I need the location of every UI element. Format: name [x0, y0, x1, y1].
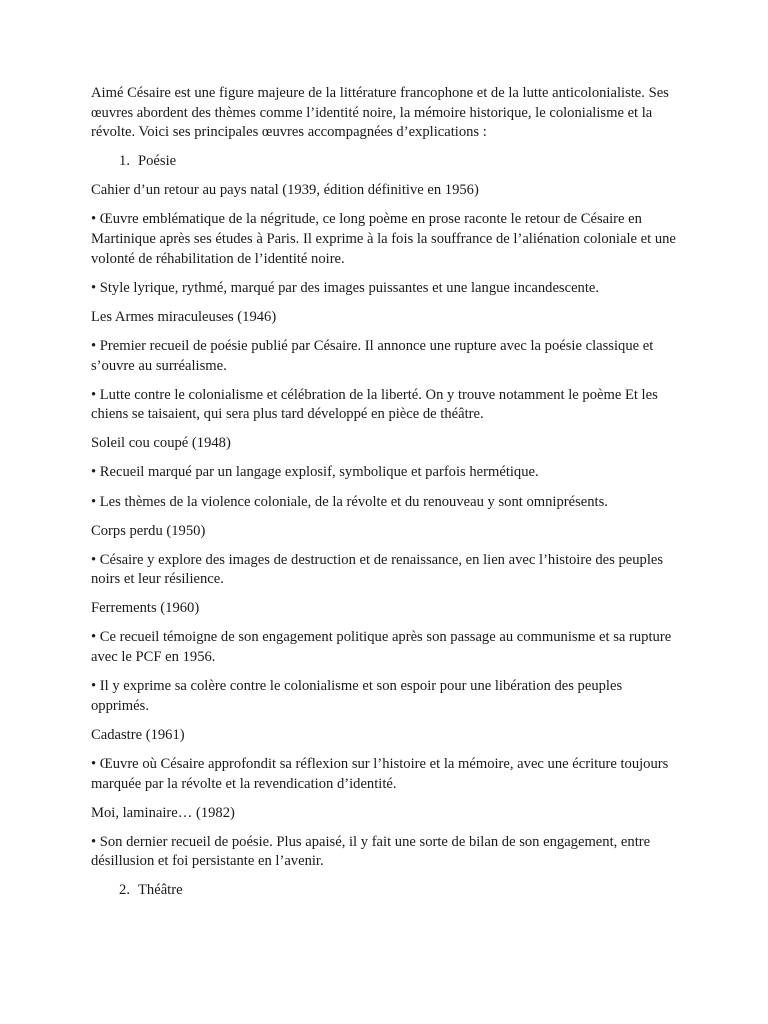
section-title: Théâtre — [138, 882, 183, 899]
section-title: Poésie — [138, 153, 177, 170]
work-bullet: • Style lyrique, rythmé, marqué par des images puissantes et une langue incandescente. — [91, 279, 600, 296]
work-bullet: • Lutte contre le colonialisme et célébration de la liberté. On y trouve notamment le poème Et les chiens se taisaient, qui sera plus tard développé en pièce de théâtre. — [91, 386, 658, 423]
work-title: Cadastre (1961) — [91, 726, 185, 743]
work-bullet: • Œuvre où Césaire approfondit sa réflexion sur l’histoire et la mémoire, avec une écriture toujours marquée par la révolte et la revendication d’identité. — [91, 755, 669, 792]
work-bullet: • Ce recueil témoigne de son engagement politique après son passage au communisme et sa rupture avec le PCF en 1956. — [91, 629, 672, 666]
section-heading-poesie — [91, 152, 676, 172]
work-bullet: • Les thèmes de la violence coloniale, de la révolte et du renouveau y sont omniprésents. — [91, 493, 608, 510]
list-number: 2. — [119, 882, 130, 899]
work-bullet: • Premier recueil de poésie publié par Césaire. Il annonce une rupture avec la poésie classique et s’ouvre au surréalisme. — [91, 337, 654, 374]
work-title: Corps perdu (1950) — [91, 522, 206, 539]
section-heading-theatre — [91, 881, 676, 901]
list-number: 1. — [119, 153, 130, 170]
intro-paragraph: Aimé Césaire est une figure majeure de la littérature francophone et de la lutte anticolonialiste. Ses œuvres abordent des thèmes comme l’identité noire, la mémoire historique, le colonialisme et la révolte. Voici ses principales œuvres accompagnées d’explications : — [91, 85, 669, 141]
work-bullet: • Césaire y explore des images de destruction et de renaissance, en lien avec l’histoire des peuples noirs et leur résilience. — [91, 551, 664, 588]
work-bullet: • Il y exprime sa colère contre le colonialisme et son espoir pour une libération des peuples opprimés. — [91, 678, 623, 714]
work-bullet: • Son dernier recueil de poésie. Plus apaisé, il y fait une sorte de bilan de son engagement, entre désillusion et foi persistante en l’avenir. — [91, 833, 651, 870]
work-bullet: • Recueil marqué par un langage explosif, symbolique et parfois hermétique. — [91, 464, 539, 481]
work-title: Les Armes miraculeuses (1946) — [91, 308, 277, 325]
work-title: Moi, laminaire… (1982) — [91, 804, 235, 821]
work-bullet: • Œuvre emblématique de la négritude, ce long poème en prose raconte le retour de Césaire en Martinique après ses études à Paris. Il exprime à la fois la souffrance de l’aliénation coloniale et une volonté de réhabilitation de l’identité noire. — [91, 211, 676, 267]
work-title: Ferrements (1960) — [91, 600, 200, 617]
work-title: Soleil cou coupé (1948) — [91, 435, 231, 452]
work-title: Cahier d’un retour au pays natal (1939, édition définitive en 1956) — [91, 182, 479, 199]
